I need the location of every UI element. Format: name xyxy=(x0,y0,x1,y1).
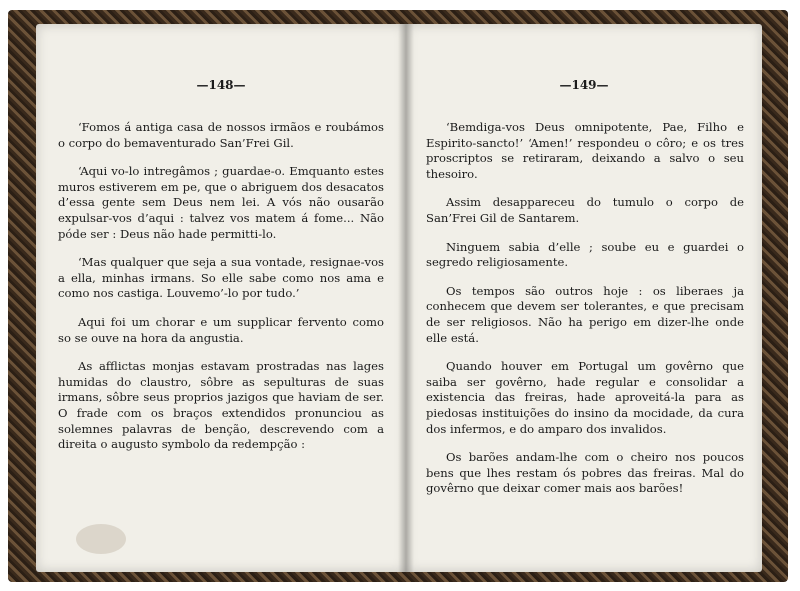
paragraph: Assim desappareceu do tumulo o corpo de San’Frei Gil de Santarem. xyxy=(426,195,744,225)
paragraph: Aqui foi um chorar e um supplicar fervento como so se ouve na hora da angustia. xyxy=(58,314,384,345)
paragraph: Quando houver em Portugal um govêrno que saiba ser govêrno, hade regular e consolidar a existencia das freiras, hade aproveitá-la para as piedosas instituições do insino da mocidade, da cura dos infermos, e do amparo dos invalidos. xyxy=(426,359,744,436)
paragraph: ‘Fomos á antiga casa de nossos irmãos e roubámos o corpo do bemaventurado San’Frei Gil. xyxy=(58,120,384,150)
stain xyxy=(76,524,126,554)
paragraph: Os barões andam-lhe com o cheiro nos poucos bens que lhes restam ós pobres das freiras. Mal do govêrno que deixar comer mais aos barões! xyxy=(426,450,744,496)
right-page-text xyxy=(426,120,744,510)
left-page xyxy=(36,24,406,572)
page-number-left: —148— xyxy=(196,78,246,92)
paragraph: ‘Mas qualquer que seja a sua vontade, resignae-vos a ella, minhas irmans. So elle sabe como nos ama e como nos castiga. Louvemo’-lo por tudo.’ xyxy=(58,255,384,301)
book-cover xyxy=(8,10,788,582)
left-page-text xyxy=(58,120,384,466)
right-page xyxy=(406,24,762,572)
page-number-right: —149— xyxy=(559,78,609,92)
paragraph: Os tempos são outros hoje : os liberaes ja conhecem que devem ser tolerantes, e que precisam de ser religiosos. Não ha perigo em dizer-lhe onde elle está. xyxy=(426,283,744,345)
paragraph: ‘Aqui vo-lo intregâmos ; guardae-o. Emquanto estes muros estiverem em pe, que o abriguem dos desacatos d’essa gente sem Deus nem lei. A vós não ousarão expulsar-vos d’aqui : talvez vos matem á fome... Não póde ser : Deus não hade permitti-lo. xyxy=(58,164,384,241)
book-gutter xyxy=(398,24,414,572)
paragraph: ‘Bemdiga-vos Deus omnipotente, Pae, Filho e Espirito-sancto!’ ‘Amen!’ respondeu o côro; e os tres proscriptos se retiraram, deixando a salvo o seu thesoiro. xyxy=(426,120,744,181)
paragraph: As afflictas monjas estavam prostradas nas lages humidas do claustro, sôbre as sepulturas de suas irmans, sôbre seus proprios jazigos que haviam de ser. O frade com os braços extendidos pronunciou as solemnes palavras de benção, descrevendo com a direita o augusto symbolo da redempção : xyxy=(58,359,384,452)
paragraph: Ninguem sabia d’elle ; soube eu e guardei o segredo religiosamente. xyxy=(426,239,744,270)
